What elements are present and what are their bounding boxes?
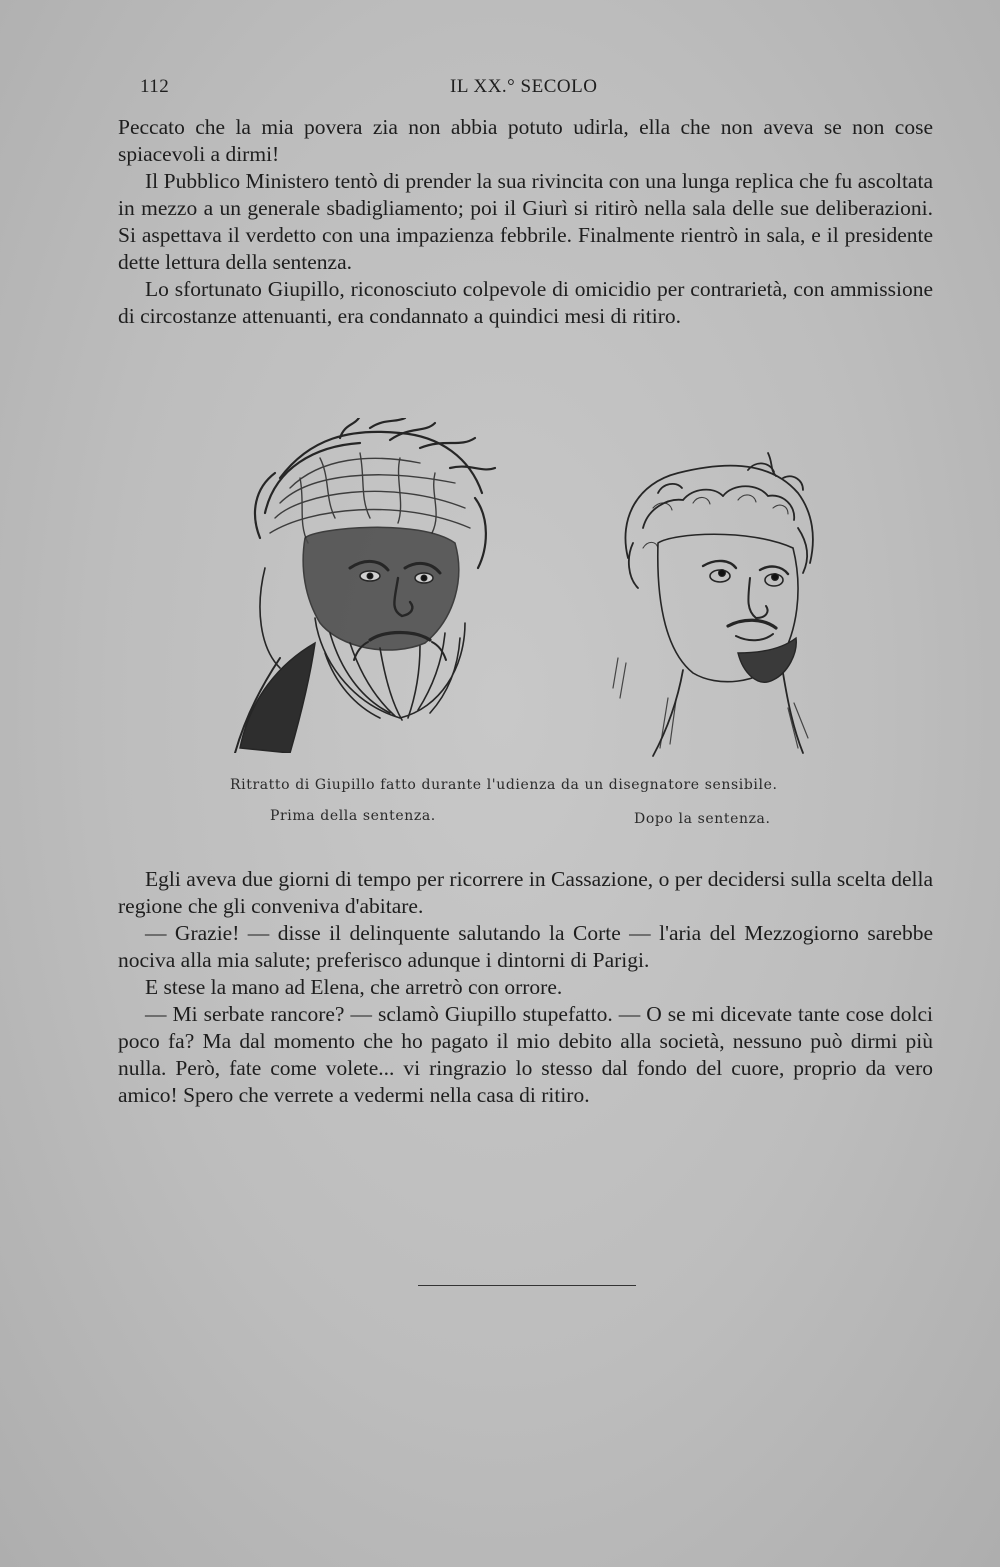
running-head [140, 76, 930, 102]
paragraph: — Mi serbate rancore? — sclamò Giupillo stupefatto. — O se mi dicevate tante cose dolci poco fa? Ma dal momento che ho pagato il mio debito alla società, nessuno può dirmi più nulla. Però, fate come volete... vi ringrazio lo stesso dal fondo del cuore, proprio da vero amico! Spero che verrete a vedermi nella casa di ritiro. [118, 1002, 933, 1107]
paragraph: E stese la mano ad Elena, che arretrò con orrore. [145, 975, 563, 999]
section-rule [418, 1285, 636, 1286]
portrait-after-sentence [598, 448, 823, 760]
right-caption: Dopo la sentenza. [634, 811, 771, 827]
figure-caption: Ritratto di Giupillo fatto durante l'udienza da un disegnatore sensibile. [230, 777, 778, 793]
paragraph: Lo sfortunato Giupillo, riconosciuto colpevole di omicidio per contrarietà, con ammissione di circostanze attenuanti, era condannato a quindici mesi di ritiro. [118, 277, 933, 328]
paragraph: Peccato che la mia povera zia non abbia potuto udirla, ella che non aveva se non cose spiacevoli a dirmi! [118, 115, 933, 166]
portrait-before-sentence [220, 418, 505, 753]
top-text-block [118, 114, 933, 330]
bottom-text-block [118, 866, 933, 1109]
page-number: 112 [140, 76, 170, 97]
paragraph: — Grazie! — disse il delinquente salutando la Corte — l'aria del Mezzogiorno sarebbe nociva alla mia salute; preferisco adunque i dintorni di Parigi. [118, 921, 933, 972]
running-title: IL XX.° SECOLO [450, 76, 598, 97]
paragraph: Egli aveva due giorni di tempo per ricorrere in Cassazione, o per decidersi sulla scelta della regione che gli conveniva d'abitare. [118, 867, 933, 918]
left-caption: Prima della sentenza. [270, 808, 436, 824]
paragraph: Il Pubblico Ministero tentò di prender la sua rivincita con una lunga replica che fu ascoltata in mezzo a un generale sbadigliamento; poi il Giurì si ritirò nella sala delle sue deliberazioni. Si aspettava il verdetto con una impazienza febbrile. Finalmente rientrò in sala, e il presidente dette lettura della sentenza. [118, 169, 933, 274]
